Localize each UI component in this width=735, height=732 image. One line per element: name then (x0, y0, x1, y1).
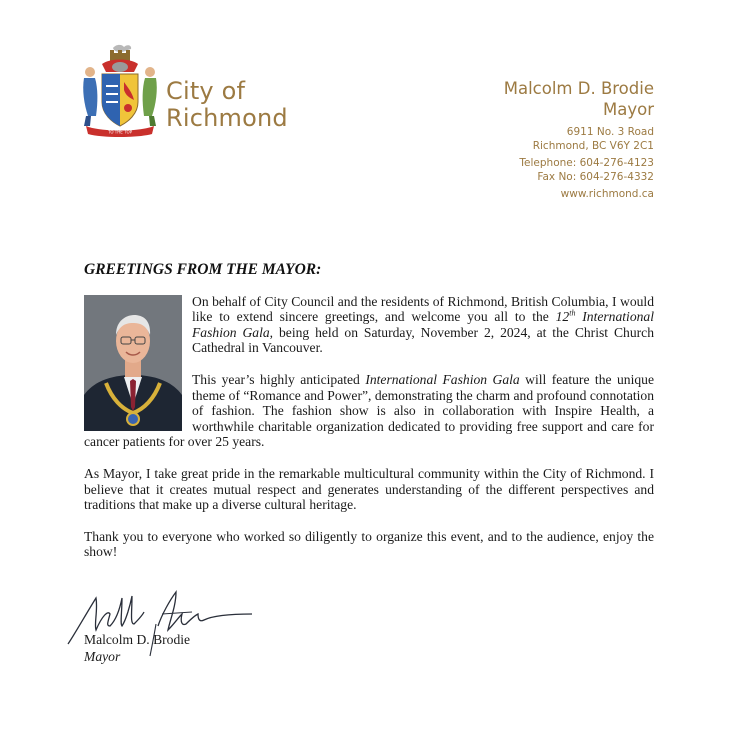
address-line1: 6911 No. 3 Road (566, 126, 654, 138)
paragraph-1: On behalf of City Council and the residents of Richmond, British Columbia, I would like to extend sincere greetings, and welcome you all to the 12th International Fashion Gala, being held on Saturday, November 2, 2024, at the Christ Church Cathedral in Vancouver. (192, 293, 654, 356)
website-link[interactable]: www.richmond.ca (560, 188, 654, 200)
paragraph-4: Thank you to everyone who worked so diligently to organize this event, and to the audience, enjoy the show! (84, 528, 654, 560)
city-name-line1: City of (166, 77, 246, 105)
letterhead-contact-block (504, 78, 654, 201)
event-name: International Fashion Gala (192, 309, 654, 340)
letterhead-mayor-title: Mayor (603, 100, 654, 119)
signoff-name: Malcolm D. Brodie (84, 632, 191, 647)
letter-body (84, 262, 654, 576)
event-name: International Fashion Gala (365, 371, 520, 387)
letter-heading: GREETINGS FROM THE MAYOR: (84, 261, 322, 278)
city-name-line2: Richmond (166, 104, 288, 132)
paragraph-3: As Mayor, I take great pride in the remarkable multicultural community within the City of Richmond. I believe that it creates mutual respect and generates understanding of the different perspectives and traditions that make up a diverse cultural heritage. (84, 465, 654, 513)
letterhead-mayor-name: Malcolm D. Brodie (503, 79, 654, 98)
telephone: Telephone: 604-276-4123 (519, 157, 654, 169)
event-number: 12 (555, 309, 570, 325)
city-crest-logo (80, 42, 160, 138)
crest-motto: TO THE TOP (107, 129, 133, 135)
address-line2: Richmond, BC V6Y 2C1 (532, 140, 654, 152)
fax-number: Fax No: 604-276-4332 (537, 171, 654, 183)
mayor-portrait (84, 295, 182, 431)
signoff-title: Mayor (84, 649, 121, 664)
paragraph-2: This year’s highly anticipated International Fashion Gala will feature the unique theme of “Romance and Power”, demonstrating the charm and profound connotation of fashion. The fashion show is also in collaboration with Inspire Health, a worthwhile charitable organization dedicated to providing free support and care for cancer patients for over 25 years. (84, 371, 654, 450)
ordinal-superscript: th (569, 308, 576, 318)
signoff-block (84, 631, 190, 665)
city-wordmark (166, 78, 288, 132)
